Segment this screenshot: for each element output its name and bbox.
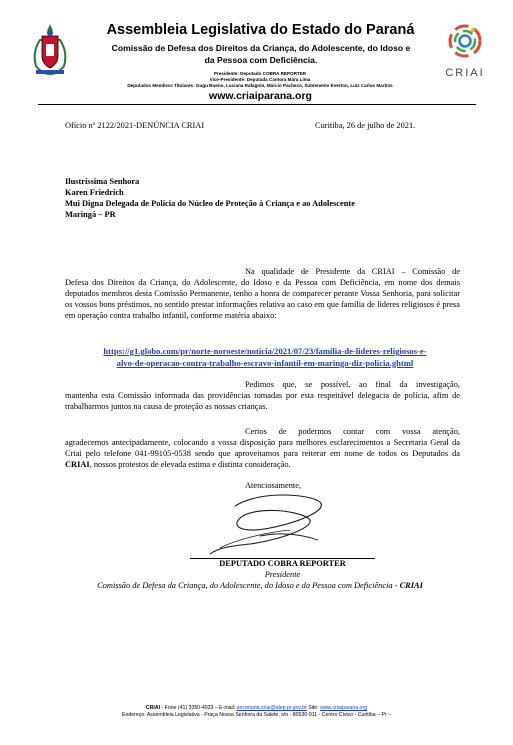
paragraph3-body xyxy=(65,437,460,470)
criai-logo-text: CRIAI xyxy=(445,67,485,79)
letter-place-date: Curitiba, 26 de julho de 2021. xyxy=(315,121,416,130)
news-article-link-line1[interactable]: https://g1.globo.com/pr/norte-noroeste/noticia/2021/07/23/familia-de-lideres-religiosos-e- xyxy=(103,346,427,356)
criai-logo-icon xyxy=(440,22,490,60)
signer-committee-criai: CRIAI xyxy=(399,581,423,590)
header-subtitle xyxy=(92,43,430,66)
paragraph2-body: mantenha esta Comissão informada das providências tomadas por esta respeitável delegacia de polícia, afim de trabalharmos juntos na causa de proteção as nossas crianças. xyxy=(65,391,460,411)
header-title: Assembleia Legislativa do Estado do Paraná xyxy=(106,22,415,38)
paragraph3-first-line: Certos de podermos contar com vossa atenção, xyxy=(245,427,460,436)
criai-logo xyxy=(440,22,490,78)
footer-phone: - Fone (41) 3350-4033 – E-mail: xyxy=(160,705,237,711)
footer-criai-label: CRIAI xyxy=(145,705,161,711)
recipient-name: Karen Friedrich xyxy=(65,188,124,197)
signer-committee xyxy=(40,580,480,591)
parana-coat-of-arms-icon xyxy=(30,22,70,78)
header-subtitle-line2: da Pessoa com Deficiência. xyxy=(204,54,318,65)
recipient-title: Mui Digna Delegada de Polícia do Núcleo de Proteção à Criança e ao Adolescente xyxy=(65,199,355,208)
header-members: Deputados Membros Titulares: Gugu Bueno, Luciana Rafagnin, Márcio Pacheco, Subtenente Everton, Luiz Carlos Martins xyxy=(127,83,393,88)
footer-address: Endereço: Assembleia Legislativa - Praça Nossa Senhora da Salete, s/n - 80530-911 - Centro Cívico - Curitiba – Pr – xyxy=(122,712,391,718)
header-website: www.criaiparana.org xyxy=(209,90,312,102)
header-divider xyxy=(38,104,476,105)
footer-site-label: Site: xyxy=(306,705,321,711)
paragraph3-text-b: , nossos protestos de elevada estima e distinta consideração. xyxy=(89,460,291,469)
paragraph1-first-line: Na qualidade de Presidente da CRIAI – Comissão de xyxy=(245,267,460,276)
handwritten-signature xyxy=(200,488,340,560)
footer-site-link[interactable]: www.criaiparana.org xyxy=(320,705,368,711)
paragraph2-first-line: Pedimos que, se possível, ao final da investigação, xyxy=(245,380,460,389)
news-article-link[interactable] xyxy=(60,346,470,369)
signer-committee-text: Comissão de Defesa da Criança, do Adolescente, do Idoso e da Pessoa com Deficiência - xyxy=(97,581,400,590)
letter-reference: Ofício nº 2122/2021-DENÚNCIA CRIAI xyxy=(65,121,205,130)
paragraph3-criai: CRIAI xyxy=(65,460,90,469)
signature-line xyxy=(190,558,375,559)
header-vice-president: Vice-Presidente: Deputada Cantora Mara Lima xyxy=(209,77,311,82)
paragraph1-body: Defesa dos Direitos da Criança, do Adolescente, do Idoso e da Pessoa com Deficiência, em nome dos demais deputados membros desta Comissão Permanente, tenho a honra de comparecer perante Vossa Senhoria, para solicitar os vossos bons préstimos, no sentido prestar informações relativa ao caso em que família de líderes religiosos é presa em operação contra trabalho infantil, conforme matéria abaixo: xyxy=(65,278,460,320)
header-subtitle-line1: Comissão de Defesa dos Direitos da Criança, do Adolescente, do Idoso e xyxy=(111,43,411,53)
footer-contact xyxy=(0,705,513,712)
header-president: Presidente: Deputado COBRA REPORTER xyxy=(213,71,307,76)
recipient-block xyxy=(65,176,355,220)
recipient-salutation: Ilustríssima Senhora xyxy=(65,177,140,186)
paragraph3-text-a: agradecemos antecipadamente, colocando a vossa disposição para melhores esclarecimentos a Secretaria Geral da Criai pelo telefone 041-99105-0538 sendo que aproveitamos para reiterar em nome de todos os Deputados da xyxy=(65,438,460,458)
signer-role: Presidente xyxy=(264,570,301,579)
footer-email-link[interactable]: secretaria.criai@alep.pr.gov.br xyxy=(236,705,307,711)
signer-name: DEPUTADO COBRA REPORTER xyxy=(219,559,346,568)
news-article-link-line2[interactable]: alvo-de-operacao-contra-trabalho-escravo-infantil-em-maringa-diz-policia.ghtml xyxy=(116,357,414,368)
recipient-city: Maringá – PR xyxy=(65,210,116,219)
closing: Atenciosamente, xyxy=(245,481,302,490)
